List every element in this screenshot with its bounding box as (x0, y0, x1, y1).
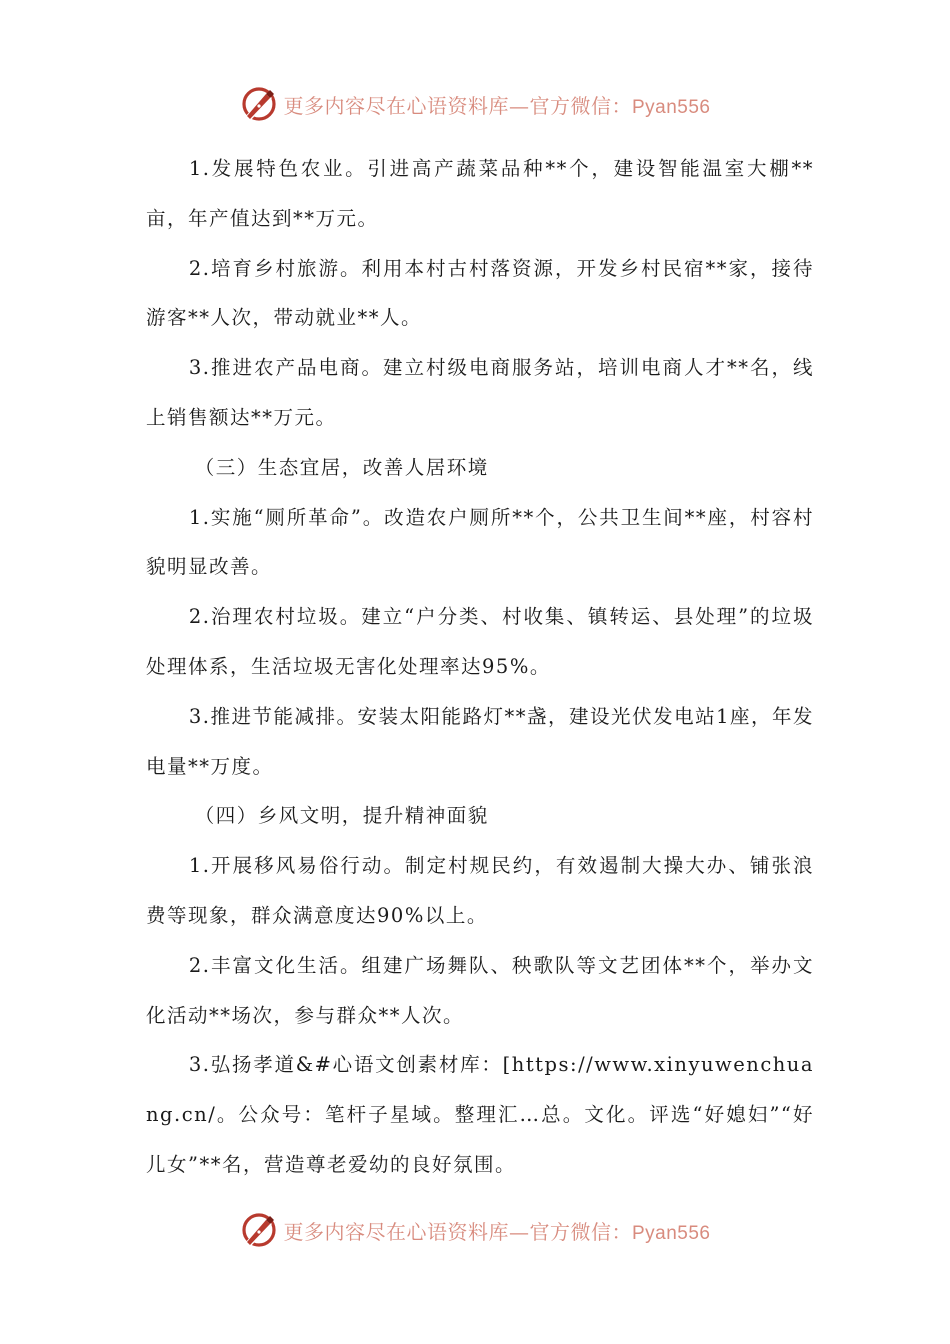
document-body (146, 144, 814, 1190)
wechat-id: Pyan556 (631, 1222, 711, 1244)
section-heading: （三）生态宜居，改善人居环境 (194, 455, 489, 479)
pen-nib-logo-icon (239, 1210, 279, 1250)
paragraph: 3.推进农产品电商。建立村级电商服务站，培训电商人才**名，线上销售额达**万元。 (146, 356, 814, 429)
banner-text: 更多内容尽在心语资料库—官方微信：Pyan556 (283, 1219, 711, 1244)
paragraph: 2.培育乡村旅游。利用本村古村落资源，开发乡村民宿**家，接待游客**人次，带动就业**人。 (146, 256, 814, 330)
wechat-id: Pyan556 (631, 96, 711, 118)
paragraph: 2.治理农村垃圾。建立“户分类、村收集、镇转运、县处理”的垃圾处理体系，生活垃圾无害化处理率达95%。 (146, 605, 814, 678)
paragraph: 1.实施“厕所革命”。改造农户厕所**个，公共卫生间**座，村容村貌明显改善。 (146, 505, 814, 579)
paragraph: 2.丰富文化生活。组建广场舞队、秧歌队等文艺团体**个，举办文化活动**场次，参与群众**人次。 (146, 953, 814, 1027)
header-banner (0, 82, 950, 126)
paragraph: 1.发展特色农业。引进高产蔬菜品种**个，建设智能温室大棚**亩，年产值达到**万元。 (146, 157, 814, 230)
paragraph: 3.弘扬孝道&#心语文创素材库：[https://www.xinyuwenchuang.cn/。公众号：笔杆子星域。整理汇…总。文化。评选“好媳妇”“好儿女”**名，营造尊老爱幼的良好氛围。 (146, 1053, 814, 1176)
paragraph: 3.推进节能减排。安装太阳能路灯**盏，建设光伏发电站1座，年发电量**万度。 (146, 704, 814, 778)
section-heading: （四）乡风文明，提升精神面貌 (194, 804, 489, 828)
pen-nib-logo-icon (239, 84, 279, 124)
footer-banner (0, 1208, 950, 1252)
paragraph: 1.开展移风易俗行动。制定村规民约，有效遏制大操大办、铺张浪费等现象，群众满意度达90%以上。 (146, 854, 814, 927)
banner-text: 更多内容尽在心语资料库—官方微信：Pyan556 (283, 93, 711, 118)
